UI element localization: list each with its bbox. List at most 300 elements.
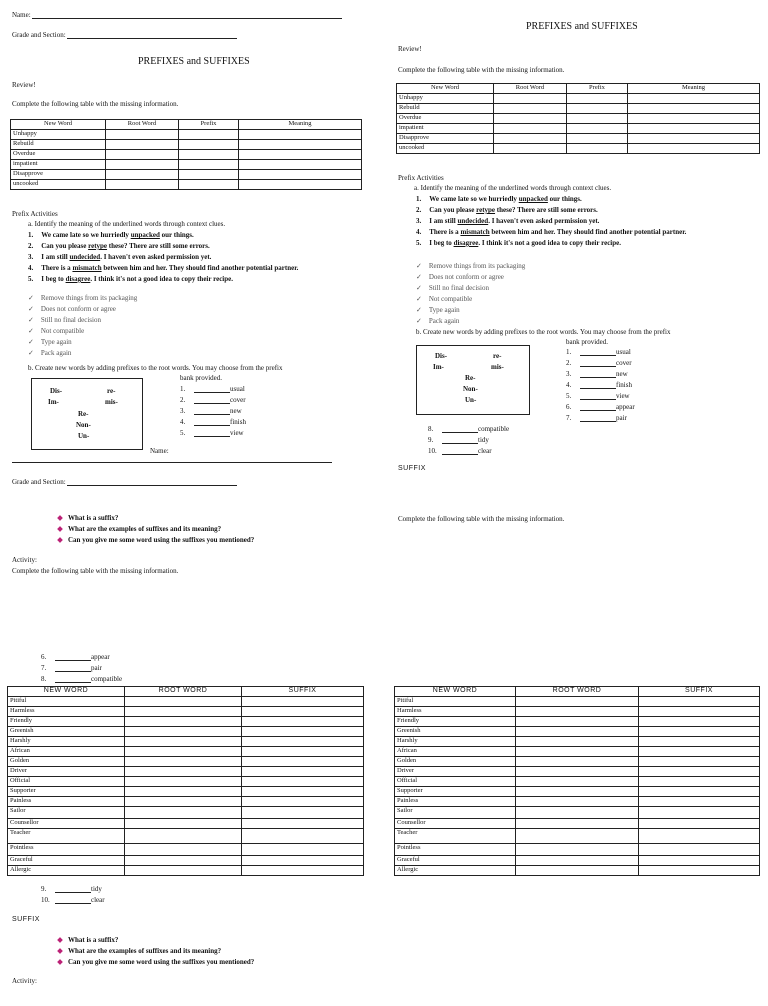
cell-blank[interactable] [516,757,639,767]
fill-number: 6. [566,403,572,411]
cell-blank[interactable] [567,104,628,114]
fill-word: pair [616,414,627,422]
cell-word: Official [8,777,125,787]
cell-blank[interactable] [239,130,362,140]
sentence-item [28,253,298,264]
fill-list [180,385,246,440]
cell-blank[interactable] [125,777,242,787]
prefix-bank-item: Un- [465,396,477,404]
cell-blank[interactable] [125,747,242,757]
cell-blank[interactable] [179,160,239,170]
col-header: SUFFIX [242,687,364,697]
fill-number: 8. [41,675,47,683]
cell-blank[interactable] [239,150,362,160]
sentence-number: 1. [28,231,34,239]
prefix-bank-item: Non- [76,421,91,429]
cell-blank[interactable] [639,737,760,747]
fill-word: compatible [478,425,510,433]
sentence-pre: I beg to [429,239,454,247]
cell-blank[interactable] [494,144,567,154]
fill-blank[interactable] [55,903,91,904]
cell-word: Overdue [397,114,494,124]
fill-number: 7. [566,414,572,422]
cell-blank[interactable] [567,114,628,124]
cell-blank[interactable] [516,844,639,856]
cell-blank[interactable] [494,124,567,134]
question-text: What are the examples of suffixes and its meaning? [68,947,222,955]
bullet-icon [57,526,63,532]
col-header: NEW WORD [8,687,125,697]
cell-blank[interactable] [125,807,242,819]
cell-blank[interactable] [242,707,364,717]
cell-blank[interactable] [639,807,760,819]
bank-label: bank provided. [566,338,608,346]
cell-blank[interactable] [639,866,760,876]
fill-number: 6. [41,653,47,661]
fill-number: 8. [428,425,434,433]
cell-blank[interactable] [239,170,362,180]
cell-blank[interactable] [242,797,364,807]
table-row [395,717,760,727]
sentence-pre: We came late so we hurriedly [41,231,131,239]
fill-item [180,396,246,407]
cell-word: Harmless [395,707,516,717]
fill-number: 1. [180,385,186,393]
cell-blank[interactable] [242,727,364,737]
fill-blank[interactable] [194,436,230,437]
cell-word: Overdue [11,150,106,160]
cell-blank[interactable] [628,104,760,114]
complete-instruction: Complete the following table with the missing information. [398,66,565,74]
fill-number: 4. [180,418,186,426]
item-a: a. Identify the meaning of the underlined words through context clues. [28,220,226,228]
cell-blank[interactable] [125,697,242,707]
cell-blank[interactable] [239,140,362,150]
sentence-number: 4. [28,264,34,272]
fill-word: cover [616,359,632,367]
cell-blank[interactable] [639,757,760,767]
prefix-bank-item: mis- [105,398,118,406]
fill-blank[interactable] [580,421,616,422]
cell-blank[interactable] [628,144,760,154]
sentence-post: our things. [159,231,194,239]
table-row [395,727,760,737]
cell-blank[interactable] [125,727,242,737]
cell-blank[interactable] [242,697,364,707]
choice-item [416,306,525,317]
fill-blank[interactable] [580,355,616,356]
cell-blank[interactable] [125,717,242,727]
fill-word: appear [616,403,635,411]
cell-blank[interactable] [516,707,639,717]
bullet-icon [57,937,63,943]
cell-blank[interactable] [494,114,567,124]
table-row [395,856,760,866]
cell-blank[interactable] [125,844,242,856]
cell-blank[interactable] [639,829,760,844]
cell-blank[interactable] [106,130,179,140]
fill-item [428,436,509,447]
cell-blank[interactable] [179,180,239,190]
underlined-word: unpacked [518,195,548,203]
fill-blank[interactable] [580,377,616,378]
cell-blank[interactable] [639,767,760,777]
cell-word: Allergic [8,866,125,876]
prefix-bank-box [31,378,143,450]
sentence-number: 3. [28,253,34,261]
cell-blank[interactable] [516,727,639,737]
fill-item [180,385,246,396]
cell-blank[interactable] [639,844,760,856]
table-row [395,829,760,844]
cell-blank[interactable] [516,819,639,829]
cell-word: Painless [8,797,125,807]
choice-item [416,273,525,284]
check-icon: ✓ [28,349,34,357]
fill-blank[interactable] [55,892,91,893]
cell-blank[interactable] [639,777,760,787]
suffix-label: SUFFIX [12,916,40,923]
cell-word: Unhappy [397,94,494,104]
col-header: ROOT WORD [125,687,242,697]
fill-number: 5. [566,392,572,400]
cell-blank[interactable] [567,94,628,104]
cell-blank[interactable] [239,180,362,190]
cell-blank[interactable] [639,797,760,807]
underlined-word: disagree [65,275,91,283]
col-header: Root Word [494,84,567,94]
cell-word: Rebuild [11,140,106,150]
table-row [11,180,362,190]
name-label: Name: [12,11,31,19]
fill-word: pair [91,664,102,672]
choices-list [28,294,137,360]
check-icon: ✓ [416,295,422,303]
cell-blank[interactable] [494,94,567,104]
cell-blank[interactable] [494,104,567,114]
sentence-item [28,231,298,242]
sentence-item [416,228,686,239]
complete-instruction: Complete the following table with the missing information. [12,567,179,575]
fill-blank[interactable] [580,410,616,411]
fill-item [428,425,509,436]
item-a: a. Identify the meaning of the underlined words through context clues. [414,184,612,192]
sentence-number: 1. [416,195,422,203]
prefix-bank-item: Un- [78,432,90,440]
cell-blank[interactable] [639,697,760,707]
fill-blank[interactable] [194,403,230,404]
cell-blank[interactable] [242,757,364,767]
divider [12,462,332,463]
table-row [397,144,760,154]
table-row [8,747,364,757]
fill-item [566,414,635,425]
cell-blank[interactable] [125,797,242,807]
choice-item [28,349,137,360]
item-b: b. Create new words by adding prefixes to the root words. You may choose from the prefix [416,328,671,336]
cell-word: Driver [8,767,125,777]
table-row [8,866,364,876]
cell-blank[interactable] [628,114,760,124]
cell-blank[interactable] [242,819,364,829]
cell-blank[interactable] [125,757,242,767]
bullet-icon [57,959,63,965]
sentence-pre: I am still [41,253,70,261]
prefix-bank-item: Im- [48,398,59,406]
cell-blank[interactable] [628,134,760,144]
cell-blank[interactable] [242,807,364,819]
cell-blank[interactable] [516,737,639,747]
fill-item [180,407,246,418]
cell-blank[interactable] [639,747,760,757]
table-row [397,94,760,104]
cell-blank[interactable] [639,717,760,727]
table-row [395,737,760,747]
cell-blank[interactable] [106,140,179,150]
fill-word: view [616,392,630,400]
cell-blank[interactable] [516,787,639,797]
table-row [395,797,760,807]
grade-label: Grade and Section: [12,478,66,486]
table-row [11,170,362,180]
choices-list [416,262,525,328]
name-blank[interactable] [32,18,342,19]
sentence-pre: Can you please [429,206,477,214]
prefix-bank-item: Non- [463,385,478,393]
fill-word: usual [230,385,245,393]
cell-blank[interactable] [516,866,639,876]
fill-item [41,675,122,686]
sentence-item [416,217,686,228]
prefix-bank-item: Re- [465,374,476,382]
sentence-pre: We came late so we hurriedly [429,195,519,203]
fill-blank[interactable] [55,660,91,661]
table-row [8,767,364,777]
cell-blank[interactable] [179,170,239,180]
cell-word: African [395,747,516,757]
col-header: New Word [11,120,106,130]
fill-item [41,664,122,675]
fill-list [41,653,122,686]
choice-text: Still no final decision [40,316,101,324]
grade-blank[interactable] [67,38,237,39]
prefix-bank-item: Im- [433,363,444,371]
cell-blank[interactable] [516,829,639,844]
fill-blank[interactable] [442,443,478,444]
check-icon: ✓ [416,317,422,325]
table-row [395,697,760,707]
fill-blank[interactable] [580,399,616,400]
cell-blank[interactable] [242,866,364,876]
cell-blank[interactable] [639,856,760,866]
table-row [8,707,364,717]
fill-blank[interactable] [194,392,230,393]
cell-blank[interactable] [242,747,364,757]
cell-blank[interactable] [179,130,239,140]
cell-blank[interactable] [628,124,760,134]
question-item [58,936,254,947]
grade-blank[interactable] [67,485,237,486]
fill-item [566,348,635,359]
cell-blank[interactable] [516,767,639,777]
activity-label: Activity: [12,977,37,985]
table-row [8,844,364,856]
cell-blank[interactable] [242,787,364,797]
cell-blank[interactable] [125,819,242,829]
cell-blank[interactable] [106,160,179,170]
cell-word: Disapprove [11,170,106,180]
cell-blank[interactable] [242,856,364,866]
cell-blank[interactable] [106,170,179,180]
fill-blank[interactable] [55,682,91,683]
choice-item [28,316,137,327]
question-item [58,514,254,525]
sentence-item [416,239,686,250]
fill-number: 10. [428,447,437,455]
underlined-word: undecided [69,253,101,261]
cell-blank[interactable] [125,737,242,747]
fill-number: 7. [41,664,47,672]
table-row [8,757,364,767]
cell-blank[interactable] [106,180,179,190]
cell-blank[interactable] [242,737,364,747]
sentence-number: 4. [416,228,422,236]
fill-number: 5. [180,429,186,437]
prefix-bank-item: Dis- [50,387,63,395]
cell-blank[interactable] [628,94,760,104]
fill-number: 9. [428,436,434,444]
fill-number: 2. [566,359,572,367]
page-title-right: PREFIXES and SUFFIXES [526,21,638,32]
cell-blank[interactable] [125,856,242,866]
sentence-number: 3. [416,217,422,225]
cell-blank[interactable] [516,777,639,787]
question-text: What is a suffix? [68,514,119,522]
sentence-number: 5. [416,239,422,247]
table-row [395,757,760,767]
col-header: Meaning [628,84,760,94]
cell-blank[interactable] [242,717,364,727]
sentence-list [28,231,298,286]
fill-item [566,370,635,381]
fill-blank[interactable] [442,454,478,455]
cell-word: Driver [395,767,516,777]
question-text: What are the examples of suffixes and its meaning? [68,525,222,533]
cell-blank[interactable] [639,819,760,829]
choice-text: Remove things from its packaging [428,262,526,270]
table-row [11,130,362,140]
cell-blank[interactable] [567,134,628,144]
fill-word: compatible [91,675,123,683]
fill-item [428,447,509,458]
cell-blank[interactable] [125,787,242,797]
prefix-bank-item: Re- [78,410,89,418]
check-icon: ✓ [28,316,34,324]
cell-blank[interactable] [494,134,567,144]
fill-blank[interactable] [580,388,616,389]
bank-label: bank provided. [180,374,222,382]
fill-list [428,425,509,458]
fill-list [41,885,105,907]
cell-blank[interactable] [125,866,242,876]
col-header: Prefix [179,120,239,130]
choice-item [28,338,137,349]
fill-item [41,896,105,907]
cell-blank[interactable] [516,697,639,707]
review-label: Review! [12,81,36,89]
check-icon: ✓ [28,327,34,335]
fill-blank[interactable] [194,425,230,426]
prefix-bank-item: re- [493,352,502,360]
cell-blank[interactable] [125,767,242,777]
prefix-bank-item: mis- [491,363,504,371]
cell-word: Pitiful [8,697,125,707]
cell-blank[interactable] [242,777,364,787]
table-row [8,697,364,707]
cell-blank[interactable] [179,140,239,150]
cell-blank[interactable] [567,144,628,154]
table-row [8,807,364,819]
suffix-label: SUFFIX [398,465,426,472]
fill-blank[interactable] [55,671,91,672]
cell-blank[interactable] [106,150,179,160]
cell-blank[interactable] [567,124,628,134]
choice-item [416,284,525,295]
cell-blank[interactable] [242,829,364,844]
cell-blank[interactable] [125,707,242,717]
underlined-word: unpacked [130,231,160,239]
cell-word: Pitiful [395,697,516,707]
fill-blank[interactable] [194,414,230,415]
prefix-activities-label: Prefix Activities [398,174,444,182]
prefix-bank-item: re- [107,387,116,395]
cell-blank[interactable] [242,844,364,856]
fill-blank[interactable] [442,432,478,433]
page-title: PREFIXES and SUFFIXES [138,56,250,67]
choice-text: Still no final decision [428,284,489,292]
cell-blank[interactable] [516,856,639,866]
cell-blank[interactable] [516,807,639,819]
col-header: Root Word [106,120,179,130]
fill-blank[interactable] [580,366,616,367]
table-row [8,797,364,807]
cell-word: Rebuild [397,104,494,114]
cell-word: Unhappy [11,130,106,140]
cell-blank[interactable] [242,767,364,777]
grade-line [12,31,237,39]
cell-blank[interactable] [639,727,760,737]
bullet-icon [57,537,63,543]
fill-item [180,418,246,429]
table-row [395,747,760,757]
cell-blank[interactable] [125,829,242,844]
fill-word: tidy [478,436,489,444]
table-row [397,114,760,124]
cell-blank[interactable] [516,717,639,727]
cell-blank[interactable] [516,747,639,757]
cell-blank[interactable] [179,150,239,160]
cell-blank[interactable] [239,160,362,170]
cell-blank[interactable] [516,797,639,807]
choice-text: Not compatible [428,295,473,303]
sentence-item [28,275,298,286]
name-label-2: Name: [150,447,169,455]
sentence-item [28,264,298,275]
check-icon: ✓ [28,294,34,302]
choice-item [416,295,525,306]
cell-blank[interactable] [639,787,760,797]
cell-blank[interactable] [639,707,760,717]
